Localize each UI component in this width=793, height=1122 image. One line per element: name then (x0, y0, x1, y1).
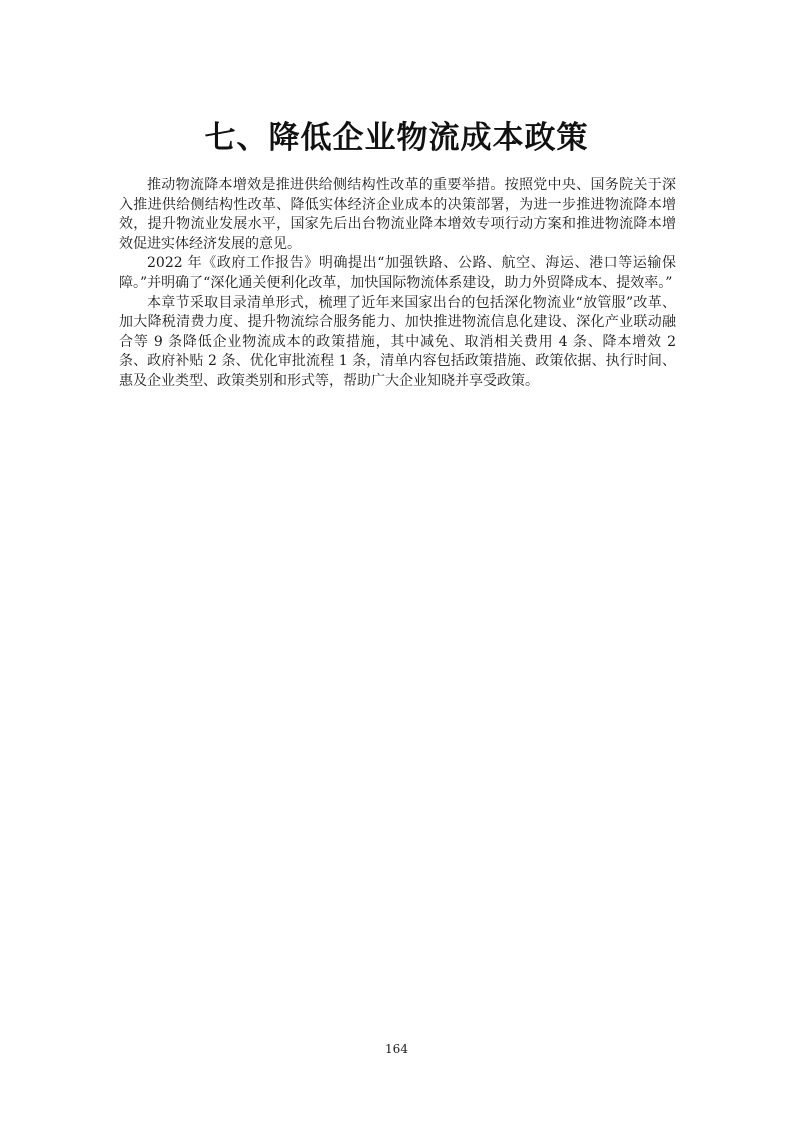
paragraph-chapter-summary: 本章节采取目录清单形式，梳理了近年来国家出台的包括深化物流业“放管服”改革、加大降税清费力度、提升物流综合服务能力、加快推进物流信息化建设、深化产业联动融合等 9 条降低企业物流成本的政策措施，其中减免、取消相关费用 4 条、降本增效 2 条、政府补贴 2 条、优化审批流程 1 条，清单内容包括政策措施、政策依据、执行时间、惠及企业类型、政策类别和形式等，帮助广大企业知晓并享受政策。 (119, 294, 676, 389)
page-number: 164 (385, 1042, 408, 1056)
body-text (119, 176, 676, 392)
paragraph-government-report: 2022 年《政府工作报告》明确提出“加强铁路、公路、航空、海运、港口等运输保障。”并明确了“深化通关便利化改革，加快国际物流体系建设，助力外贸降成本、提效率。” (119, 255, 676, 291)
page-title: 七、降低企业物流成本政策 (204, 120, 589, 156)
paragraph-intro: 推动物流降本增效是推进供给侧结构性改革的重要举措。按照党中央、国务院关于深入推进供给侧结构性改革、降低实体经济企业成本的决策部署，为进一步推进物流降本增效，提升物流业发展水平，国家先后出台物流业降本增效专项行动方案和推进物流降本增效促进实体经济发展的意见。 (119, 177, 676, 252)
